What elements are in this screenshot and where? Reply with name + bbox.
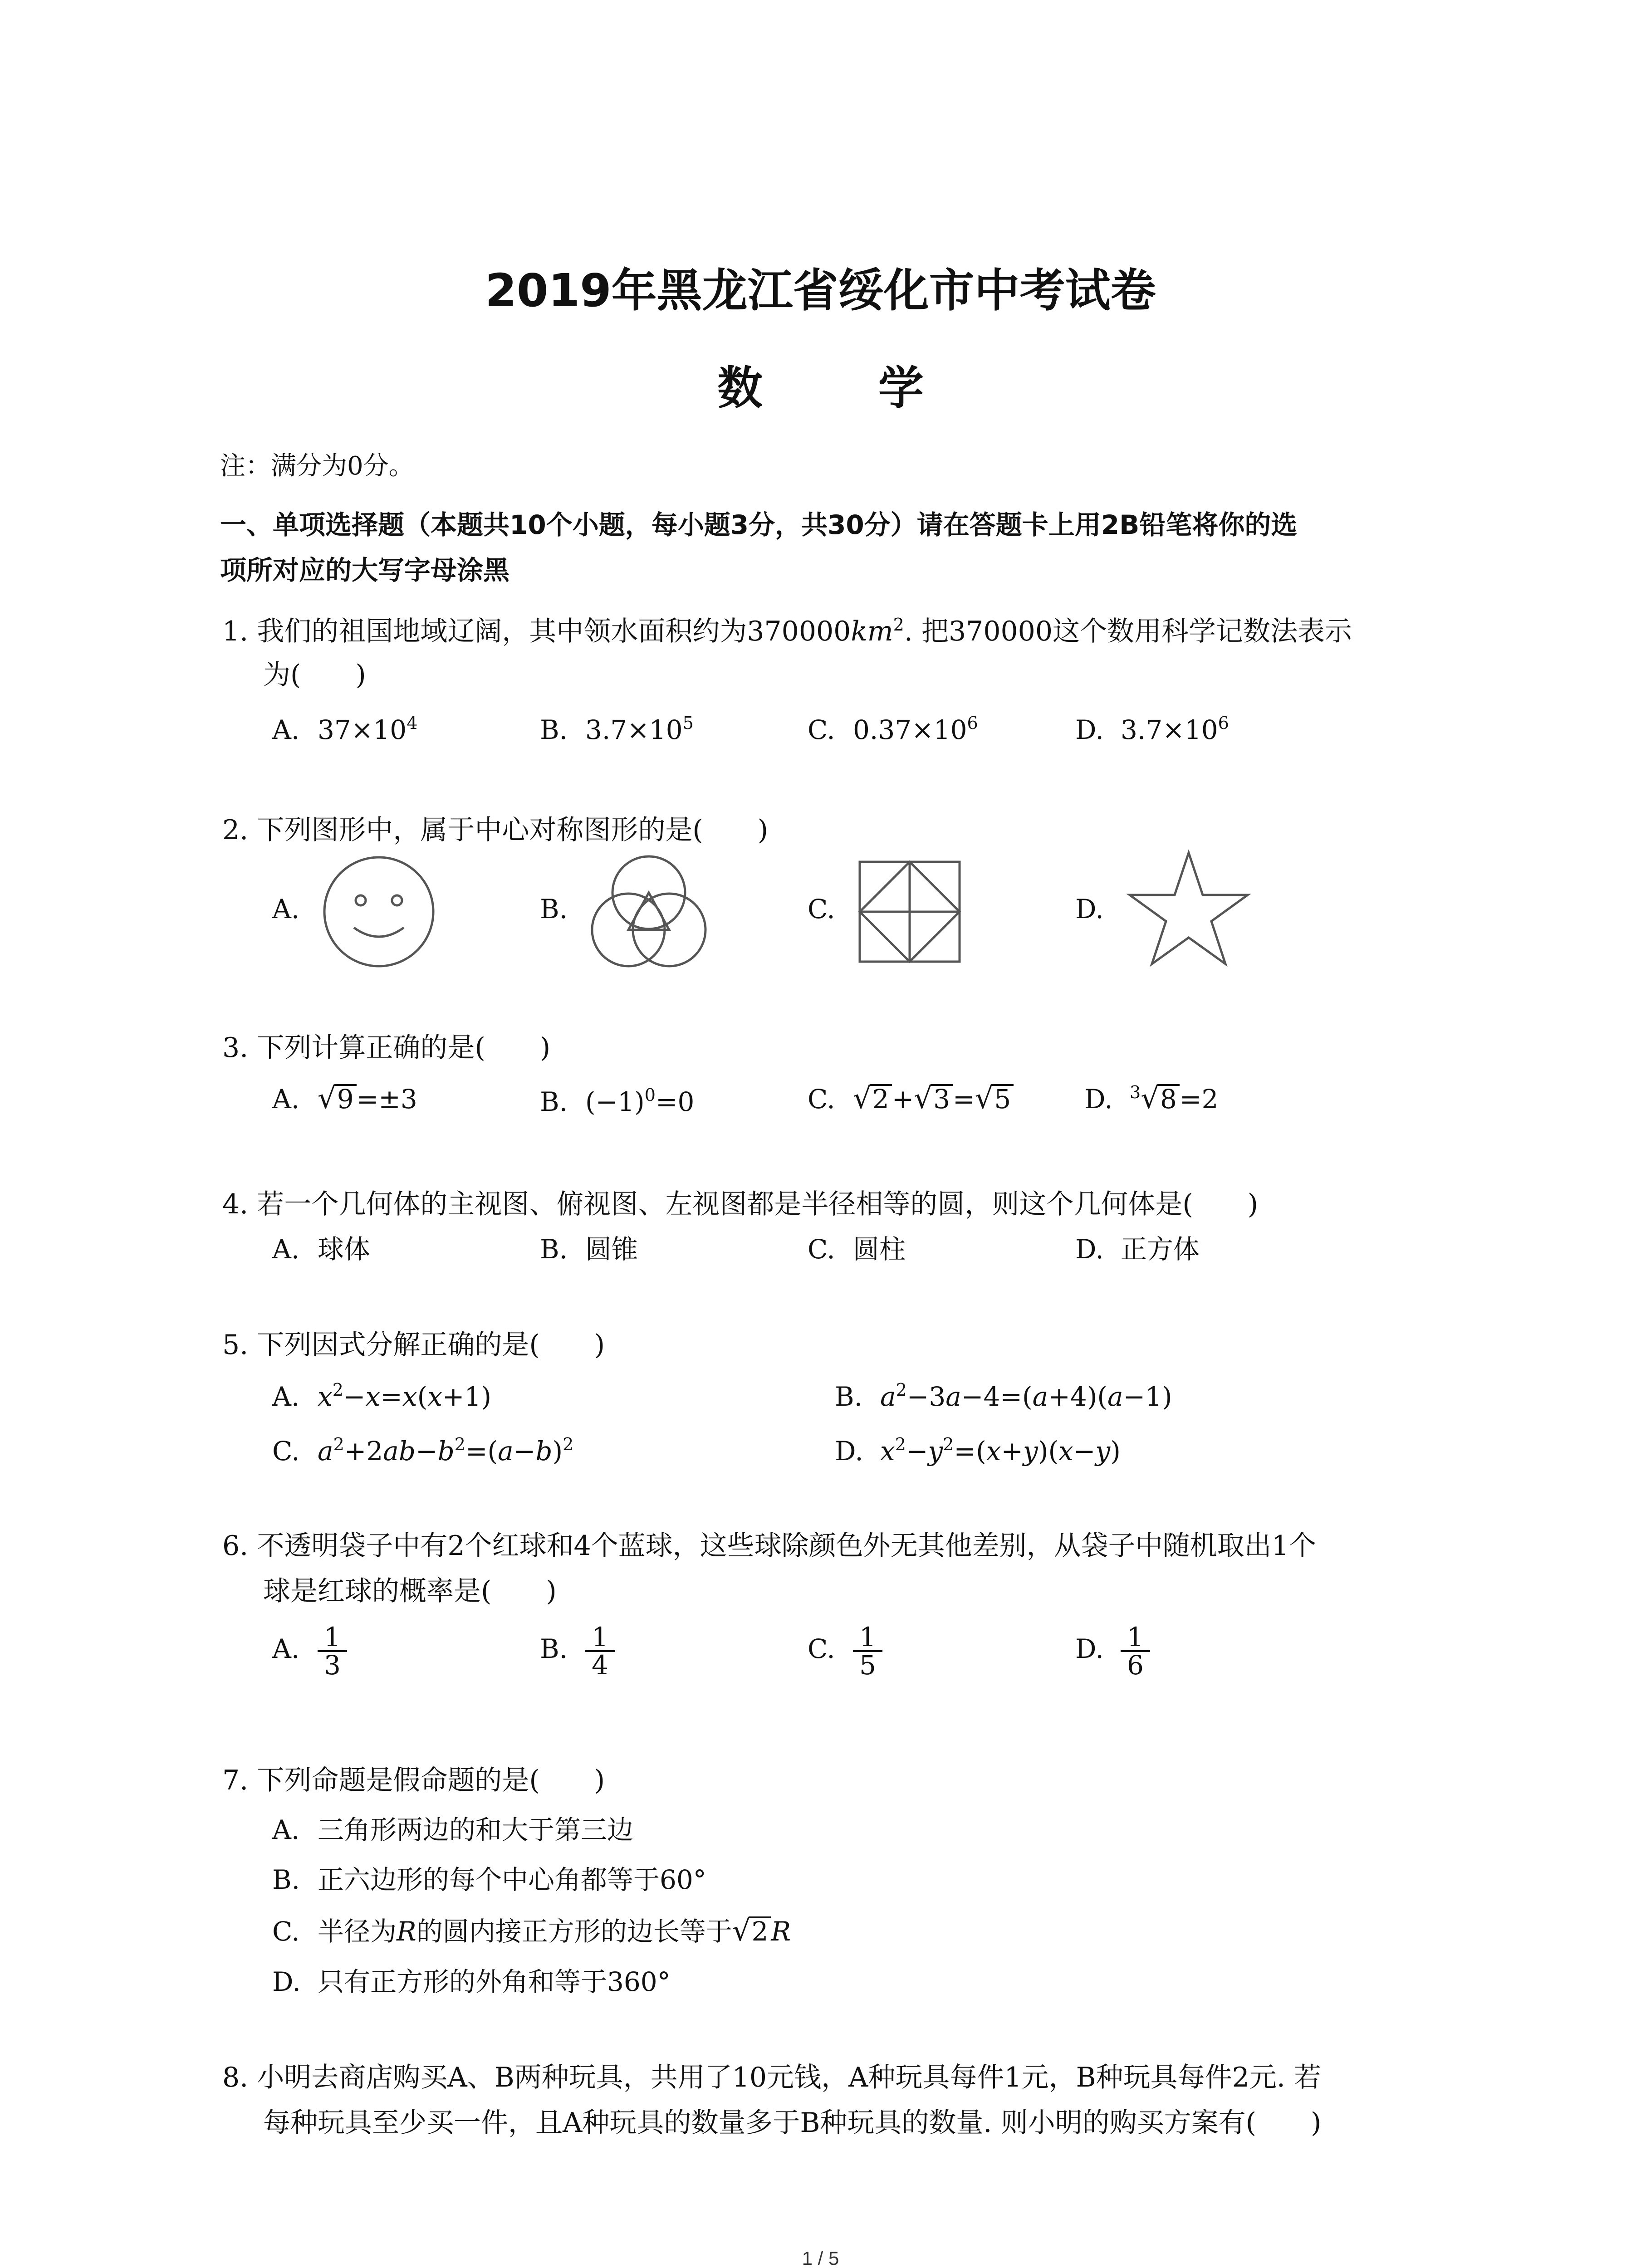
q2-label-c: C.	[808, 894, 835, 924]
q8-stem-line1: 8. 小明去商店购买A、B两种玩具，共用了10元钱，A种玩具每件1元，B种玩具每件2元. 若	[222, 2062, 1321, 2093]
star-figure	[1121, 848, 1257, 980]
q1-option-c: C. $0.37\times 10^6$	[808, 713, 978, 745]
section1-heading-line1: 一、单项选择题（本题共10个小题，每小题3分，共30分）请在答题卡上用2B铅笔将你的选	[220, 509, 1298, 540]
q3-option-d: D. $^3$√8 =2	[1084, 1082, 1219, 1115]
q5-option-b: B. $a^2-3a-4=(a+4)(a-1)$	[835, 1380, 1172, 1412]
q2-label-d: D.	[1075, 894, 1104, 924]
q8-stem-line2: 每种玩具至少买一件，且A种玩具的数量多于B种玩具的数量. 则小明的购买方案有( )	[263, 2107, 1322, 2139]
q2-label-a: A.	[272, 894, 300, 924]
q6-option-c: C. $\frac{1}{5}$	[808, 1624, 882, 1678]
q7-option-b: B. 正六边形的每个中心角都等于60°	[272, 1864, 706, 1895]
q3-option-b: B. $(-1)^0=0$	[540, 1085, 695, 1117]
q7-option-d: D. 只有正方形的外角和等于360°	[272, 1966, 671, 1997]
q6-option-a: A. $\frac{1}{3}$	[272, 1624, 347, 1678]
q4-option-a: A. 球体	[272, 1234, 371, 1265]
q4-option-b: B. 圆锥	[540, 1234, 638, 1265]
q3-stem: 3. 下列计算正确的是( )	[222, 1032, 551, 1064]
q7-option-a: A. 三角形两边的和大于第三边	[272, 1814, 634, 1845]
page-number: 1 / 5	[802, 2248, 839, 2268]
q1-option-a: A. $37\times 10^4$	[272, 713, 418, 745]
q4-stem: 4. 若一个几何体的主视图、俯视图、左视图都是半径相等的圆，则这个几何体是( )	[222, 1188, 1259, 1220]
smiley-face-figure	[320, 853, 438, 971]
q6-stem-line1: 6. 不透明袋子中有2个红球和4个蓝球，这些球除颜色外无其他差别，从袋子中随机取出1个	[222, 1530, 1316, 1562]
q4-option-d: D. 正方体	[1075, 1234, 1200, 1265]
q7-option-c: C. 半径为R的圆内接正方形的边长等于√2 R	[272, 1914, 791, 1948]
q1-option-b: B. $3.7\times 10^5$	[540, 713, 694, 745]
note: 注：满分为0分。	[220, 451, 414, 481]
q6-option-d: D. $\frac{1}{6}$	[1075, 1624, 1150, 1678]
q3-option-a: A. √9 =±3	[272, 1082, 417, 1115]
q6-option-b: B. $\frac{1}{4}$	[540, 1624, 615, 1678]
q4-option-c: C. 圆柱	[808, 1234, 906, 1265]
three-circles-figure	[585, 853, 712, 980]
q2-stem: 2. 下列图形中，属于中心对称图形的是( )	[222, 814, 769, 846]
section1-heading-line2: 项所对应的大写字母涂黑	[220, 555, 510, 586]
q7-stem: 7. 下列命题是假命题的是( )	[222, 1765, 605, 1796]
q5-option-c: C. $a^2+2ab-b^2=(a-b)^2$	[272, 1434, 574, 1466]
q3-option-c: C. √2 +√3 =√5	[808, 1084, 1014, 1113]
q1-stem-line2: 为( )	[263, 659, 366, 691]
q5-option-a: A. $x^2-x=x(x+1)$	[272, 1380, 492, 1412]
q1-stem-line1: 1. 我们的祖国地域辽阔，其中领水面积约为$370000km^2$. 把370000这个数用科学记数法表示	[222, 615, 1352, 647]
q1-option-d: D. $3.7\times 10^6$	[1075, 713, 1229, 745]
q5-stem: 5. 下列因式分解正确的是( )	[222, 1329, 605, 1361]
q6-stem-line2: 球是红球的概率是( )	[263, 1575, 557, 1607]
subject-title: 数 学	[717, 362, 974, 415]
q5-option-d: D. $x^2-y^2=(x+y)(x-y)$	[835, 1434, 1121, 1466]
square-diagonals-figure	[857, 860, 966, 968]
exam-title: 2019年黑龙江省绥化市中考试卷	[485, 264, 1156, 317]
q2-label-b: B.	[540, 894, 568, 924]
